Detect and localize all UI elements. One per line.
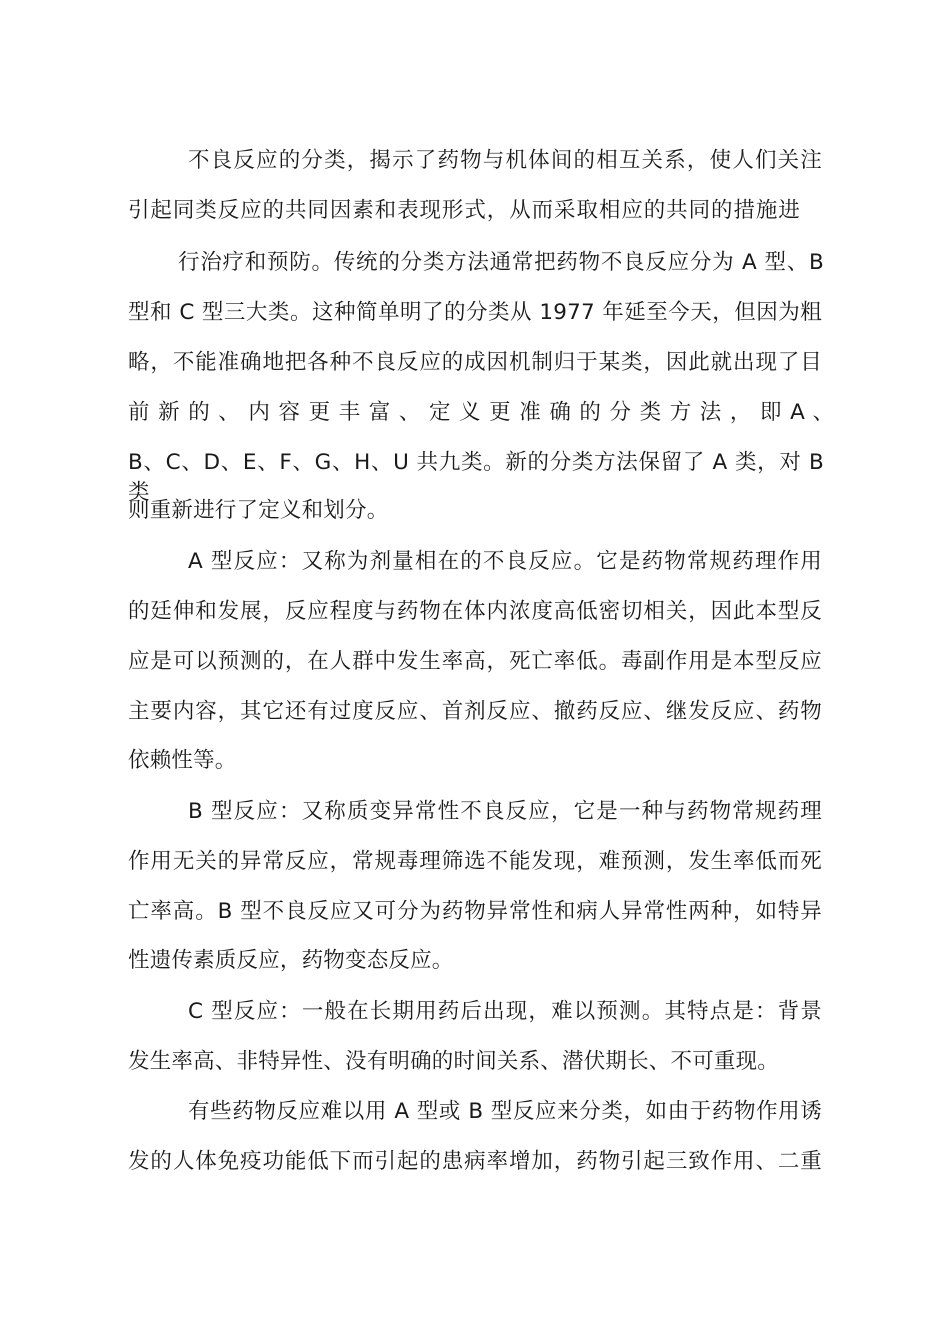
text-line-19: 发生率高、非特异性、没有明确的时间关系、潜伏期长、不可重现。	[128, 1049, 780, 1074]
text-line-7: B、C、D、E、F、G、H、U 共九类。新的分类方法保留了 A 类，对 B 类	[128, 450, 824, 505]
text-line-4: 型和 C 型三大类。这种简单明了的分类从 1977 年延至今天，但因为粗	[128, 300, 822, 325]
text-line-16: 亡率高。B 型不良反应又可分为药物异常性和病人异常性两种，如特异	[128, 899, 822, 924]
text-line-18: C 型反应：一般在长期用药后出现，难以预测。其特点是：背景	[188, 999, 822, 1024]
text-line-13: 依赖性等。	[128, 748, 237, 773]
text-line-6: 前 新 的 、 内 容 更 丰 富 、 定 义 更 准 确 的 分 类 方 法 ， 即 A 、	[128, 400, 834, 425]
text-line-21: 发的人体免疫功能低下而引起的患病率增加，药物引起三致作用、二重	[128, 1149, 822, 1174]
text-line-17: 性遗传素质反应，药物变态反应。	[128, 948, 454, 973]
text-line-8: 则重新进行了定义和划分。	[128, 498, 389, 523]
text-line-15: 作用无关的异常反应，常规毒理筛选不能发现，难预测，发生率低而死	[128, 849, 822, 874]
text-line-14: B 型反应：又称质变异常性不良反应，它是一种与药物常规药理	[188, 799, 822, 824]
text-line-2: 引起同类反应的共同因素和表现形式，从而采取相应的共同的措施进	[128, 198, 800, 223]
text-line-1: 不良反应的分类，揭示了药物与机体间的相互关系，使人们关注	[188, 148, 822, 173]
text-line-20: 有些药物反应难以用 A 型或 B 型反应来分类，如由于药物作用诱	[188, 1099, 822, 1124]
text-line-11: 应是可以预测的，在人群中发生率高，死亡率低。毒副作用是本型反应	[128, 649, 822, 674]
text-line-3: 行治疗和预防。传统的分类方法通常把药物不良反应分为 A 型、B	[178, 250, 824, 275]
text-line-9: A 型反应：又称为剂量相在的不良反应。它是药物常规药理作用	[188, 549, 822, 574]
text-line-10: 的廷伸和发展，反应程度与药物在体内浓度高低密切相关，因此本型反	[128, 599, 822, 624]
text-line-12: 主要内容，其它还有过度反应、首剂反应、撤药反应、继发反应、药物	[128, 699, 822, 724]
text-line-5: 略，不能准确地把各种不良反应的成因机制归于某类，因此就出现了目	[128, 350, 822, 375]
